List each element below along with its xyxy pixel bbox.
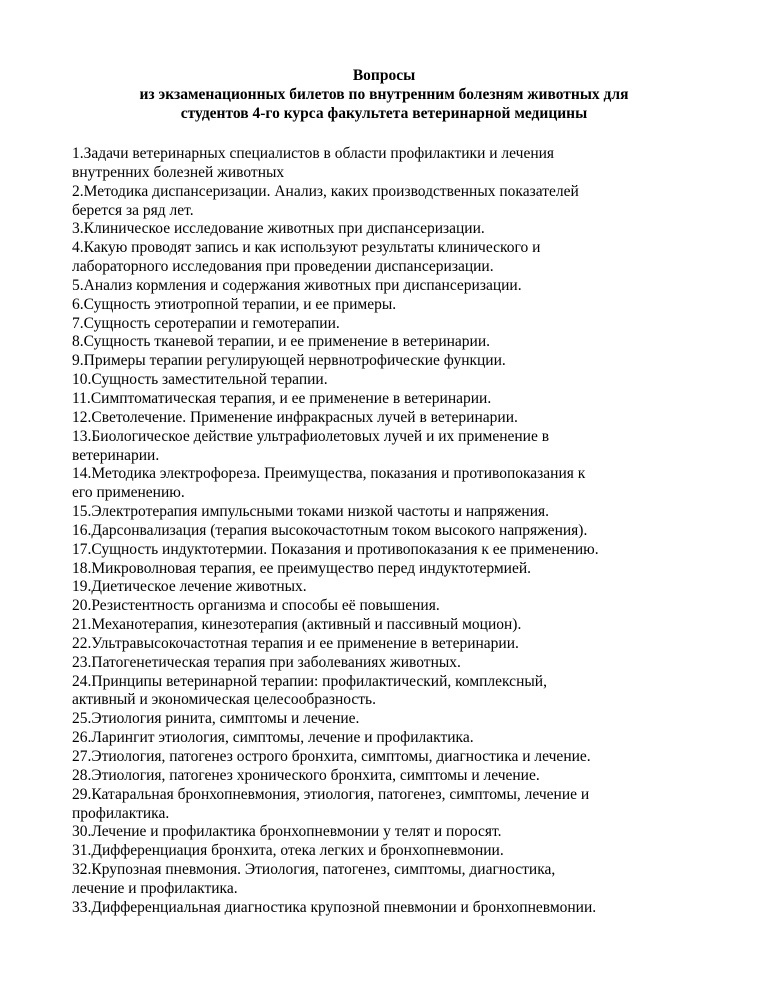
question-item [72,465,712,503]
question-item [72,823,712,842]
question-text-continued: профилактика. [72,804,170,822]
question-text: Дифференциальная диагностика крупозной пневмонии и бронхопневмонии. [91,898,597,916]
question-text-continued: лабораторного исследования при проведении диспансеризации. [72,258,494,276]
question-text: Биологическое действие ультрафиолетовых лучей и их применение в [91,427,550,445]
question-item [72,616,712,635]
question-text: Крупозная пневмония. Этиология, патогенез, симптомы, диагностика, [91,861,556,879]
question-item [72,729,712,748]
question-item [72,578,712,597]
question-number: 20. [72,597,92,615]
question-text: Какую проводят запись и как используют результаты клинического и [83,239,541,257]
question-number: 6. [72,295,84,313]
title-line-1: Вопросы [352,67,416,84]
question-text: Симптоматическая терапия, и ее применение в ветеринарии. [90,389,492,407]
question-number: 31. [72,842,92,860]
question-item [72,861,712,899]
question-item [72,767,712,786]
question-text: Этиология, патогенез хронического бронхита, симптомы и лечение. [91,766,540,784]
question-text: Методика диспансеризации. Анализ, каких производственных показателей [83,182,579,200]
question-number: 17. [72,540,92,558]
question-number: 1. [72,145,84,162]
question-text: Сущность серотерапии и гемотерапии. [83,314,340,332]
question-number: 12. [72,408,92,426]
question-number: 28. [72,766,92,784]
question-number: 22. [72,634,92,652]
question-item [72,635,712,654]
question-text: Механотерапия, кинезотерапия (активный и пассивный моцион). [91,616,522,634]
question-text-continued: лечение и профилактика. [72,879,238,897]
question-item [72,560,712,579]
question-number: 32. [72,861,92,879]
question-item [72,333,712,352]
question-number: 33. [72,898,92,916]
question-item [72,541,712,560]
question-item [72,239,712,277]
question-text: Принципы ветеринарной терапии: профилактический, комплексный, [91,672,547,690]
question-text: Ультравысокочастотная терапия и ее применение в ветеринарии. [91,634,519,652]
question-text-continued: активный и экономическая целесообразность. [72,691,376,709]
question-text: Дарсонвализация (терапия высокочастотным током высокого напряжения). [91,521,588,539]
question-text-continued: внутренних болезней животных [72,163,285,181]
question-item [72,145,712,183]
question-item [72,352,712,371]
question-number: 2. [72,182,84,200]
question-text-continued: его применению. [72,484,185,502]
question-number: 8. [72,333,84,351]
question-item [72,296,712,315]
question-item [72,315,712,334]
question-number: 19. [72,578,92,596]
question-text: Сущность тканевой терапии, и ее применение в ветеринарии. [83,333,491,351]
question-number: 5. [72,276,84,294]
question-text: Этиология, патогенез острого бронхита, симптомы, диагностика и лечение. [91,748,591,765]
question-text: Методика электрофореза. Преимущества, показания и противопоказания к [91,465,586,483]
question-text: Диетическое лечение животных. [91,578,307,596]
question-text: Ларингит этиология, симптомы, лечение и профилактика. [91,729,474,747]
question-item [72,277,712,296]
question-item [72,371,712,390]
question-text: Примеры терапии регулирующей нервнотрофические функции. [83,352,506,370]
question-item [72,597,712,616]
question-text: Микроволновая терапия, ее преимущество перед индуктотермией. [91,559,532,577]
question-item [72,899,712,918]
title-line-3: студентов 4-го курса факультета ветеринарной медицины [180,105,588,122]
question-number: 15. [72,503,92,521]
question-number: 24. [72,672,92,690]
question-text-continued: ветеринарии. [72,446,160,464]
question-number: 23. [72,653,92,671]
question-number: 10. [72,371,92,389]
question-item [72,654,712,673]
question-text: Сущность этиотропной терапии, и ее примеры. [83,295,397,313]
question-number: 11. [72,389,91,407]
question-item [72,409,712,428]
question-text: Сущность индуктотермии. Показания и противопоказания к ее применению. [91,540,599,558]
question-item [72,522,712,541]
question-number: 4. [72,239,84,257]
question-number: 14. [72,465,92,483]
question-text: Дифференциация бронхита, отека легких и бронхопневмонии. [91,842,504,860]
question-item [72,390,712,409]
question-item [72,220,712,239]
question-text: Лечение и профилактика бронхопневмонии у телят и поросят. [91,823,502,841]
question-text: Патогенетическая терапия при заболеваниях животных. [91,653,461,671]
question-number: 7. [72,314,84,332]
document-header [0,66,768,123]
question-text: Анализ кормления и содержания животных при диспансеризации. [83,276,522,294]
question-number: 26. [72,729,92,747]
question-number: 9. [72,352,84,370]
question-number: 16. [72,521,92,539]
question-number: 27. [72,748,92,765]
question-text: Катаральная бронхопневмония, этиология, патогенез, симптомы, лечение и [91,785,590,803]
question-number: 30. [72,823,92,841]
question-text: Светолечение. Применение инфракрасных лучей в ветеринарии. [91,408,518,426]
question-text: Резистентность организма и способы её повышения. [91,597,440,615]
question-item [72,503,712,522]
question-text: Электротерапия импульсными токами низкой частоты и напряжения. [91,503,549,521]
title-line-2: из экзаменационных билетов по внутренним болезням животных для [139,86,629,103]
question-item [72,786,712,824]
question-number: 21. [72,616,92,634]
question-text: Этиология ринита, симптомы и лечение. [91,710,360,728]
question-number: 29. [72,785,92,803]
question-text: Клиническое исследование животных при диспансеризации. [83,220,485,238]
question-text: Сущность заместительной терапии. [91,371,328,389]
question-number: 25. [72,710,92,728]
question-text: Задачи ветеринарных специалистов в области профилактики и лечения [83,145,555,162]
question-item [72,710,712,729]
question-item [72,748,712,767]
question-item [72,842,712,861]
questions-list [72,145,712,918]
question-text-continued: берется за ряд лет. [72,201,194,219]
question-item [72,428,712,466]
question-item [72,183,712,221]
question-number: 18. [72,559,92,577]
question-number: 13. [72,427,92,445]
question-number: 3. [72,220,84,238]
question-item [72,673,712,711]
